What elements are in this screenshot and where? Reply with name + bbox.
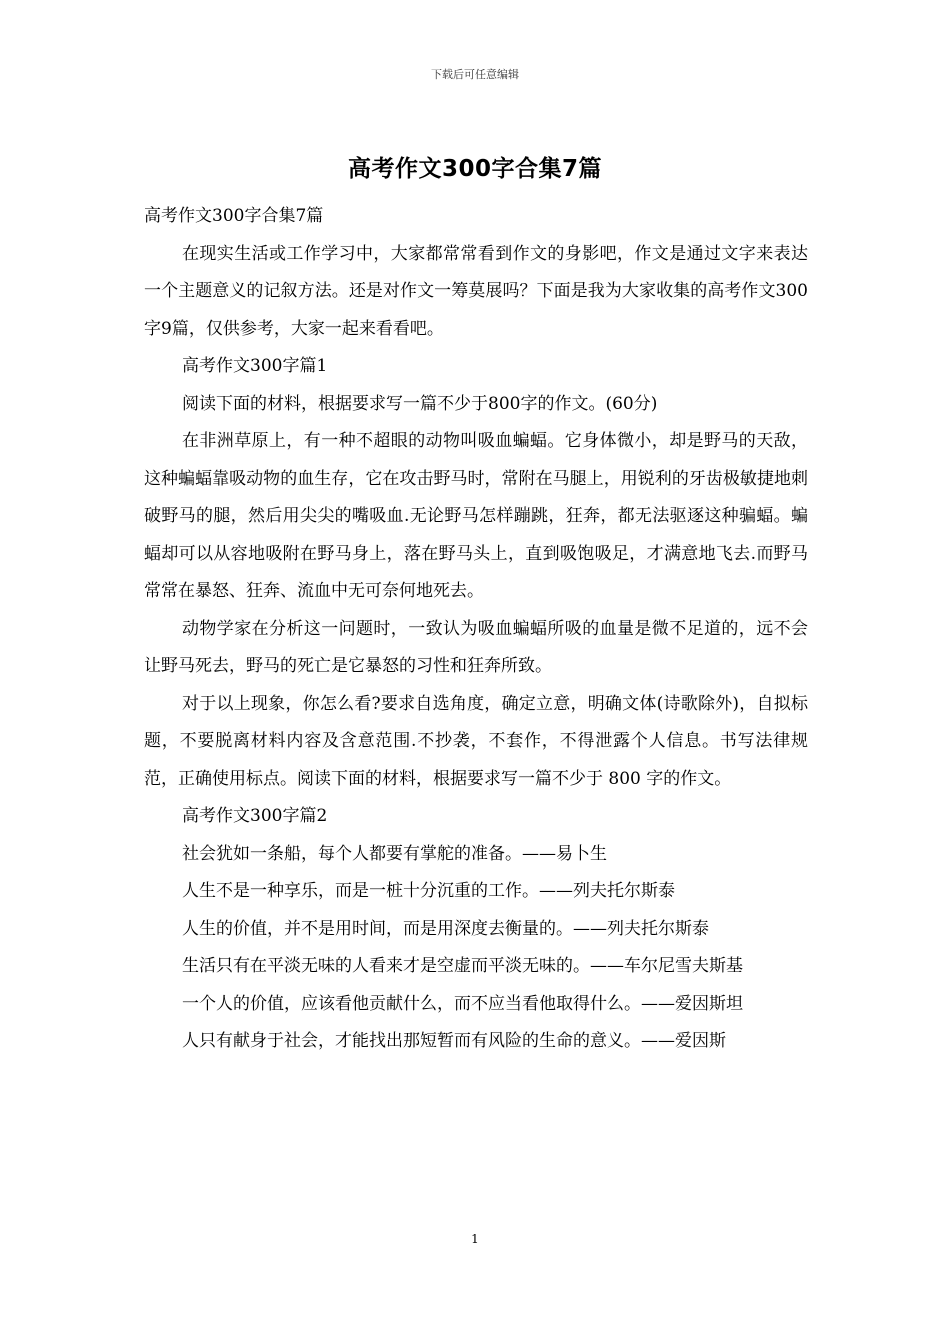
analysis-paragraph: 动物学家在分析这一问题时，一致认为吸血蝙蝠所吸的血量是微不足道的，远不会让野马死去，野马的死亡是它暴怒的习性和狂奔所致。 xyxy=(144,618,808,676)
page-number: 1 xyxy=(471,1232,479,1246)
section-heading-1: 高考作文300字篇1 xyxy=(182,356,328,376)
quote-paragraph: 社会犹如一条船，每个人都要有掌舵的准备。——易卜生 xyxy=(182,843,607,864)
section-heading-2: 高考作文300字篇2 xyxy=(182,806,328,826)
requirements-paragraph: 对于以上现象，你怎么看?要求自选角度，确定立意，明确文体(诗歌除外)，自拟标题，不要脱离材料内容及含意范围.不抄袭，不套作，不得泄露个人信息。书写法律规范，正确使用标点。阅读下面的材料，根据要求写一篇不少于 800 字的作文。 xyxy=(144,693,808,789)
quote-paragraph: 生活只有在平淡无味的人看来才是空虚而平淡无味的。——车尔尼雪夫斯基 xyxy=(182,956,743,976)
quote-paragraph: 人生不是一种享乐，而是一桩十分沉重的工作。——列夫托尔斯泰 xyxy=(182,881,675,901)
intro-paragraph: 在现实生活或工作学习中，大家都常常看到作文的身影吧，作文是通过文字来表达一个主题意义的记叙方法。还是对作文一筹莫展吗？下面是我为大家收集的高考作文300字9篇，仅供参考，大家一起来看看吧。 xyxy=(144,243,808,339)
quote-paragraph: 一个人的价值，应该看他贡献什么，而不应当看他取得什么。——爱因斯坦 xyxy=(182,993,743,1014)
quote-paragraph: 人生的价值，并不是用时间，而是用深度去衡量的。——列夫托尔斯泰 xyxy=(182,918,709,939)
header-note: 下载后可任意编辑 xyxy=(431,68,519,81)
prompt-paragraph: 阅读下面的材料，根据要求写一篇不少于800字的作文。(60分) xyxy=(182,393,658,414)
document-body xyxy=(144,198,808,1061)
document-title: 高考作文300字合集7篇 xyxy=(347,156,602,182)
subtitle-paragraph: 高考作文300字合集7篇 xyxy=(144,206,324,226)
quote-paragraph: 人只有献身于社会，才能找出那短暂而有风险的生命的意义。——爱因斯 xyxy=(182,1031,726,1051)
story-paragraph: 在非洲草原上，有一种不超眼的动物叫吸血蝙蝠。它身体微小，却是野马的天敌，这种蝙蝠靠吸动物的血生存，它在攻击野马时，常附在马腿上，用锐利的牙齿极敏捷地刺破野马的腿，然后用尖尖的嘴吸血.无论野马怎样蹦跳，狂奔，都无法驱逐这种骗蝠。蝙蝠却可以从容地吸附在野马身上，落在野马头上，直到吸饱吸足，才满意地飞去.而野马常常在暴怒、狂奔、流血中无可奈何地死去。 xyxy=(144,431,808,601)
